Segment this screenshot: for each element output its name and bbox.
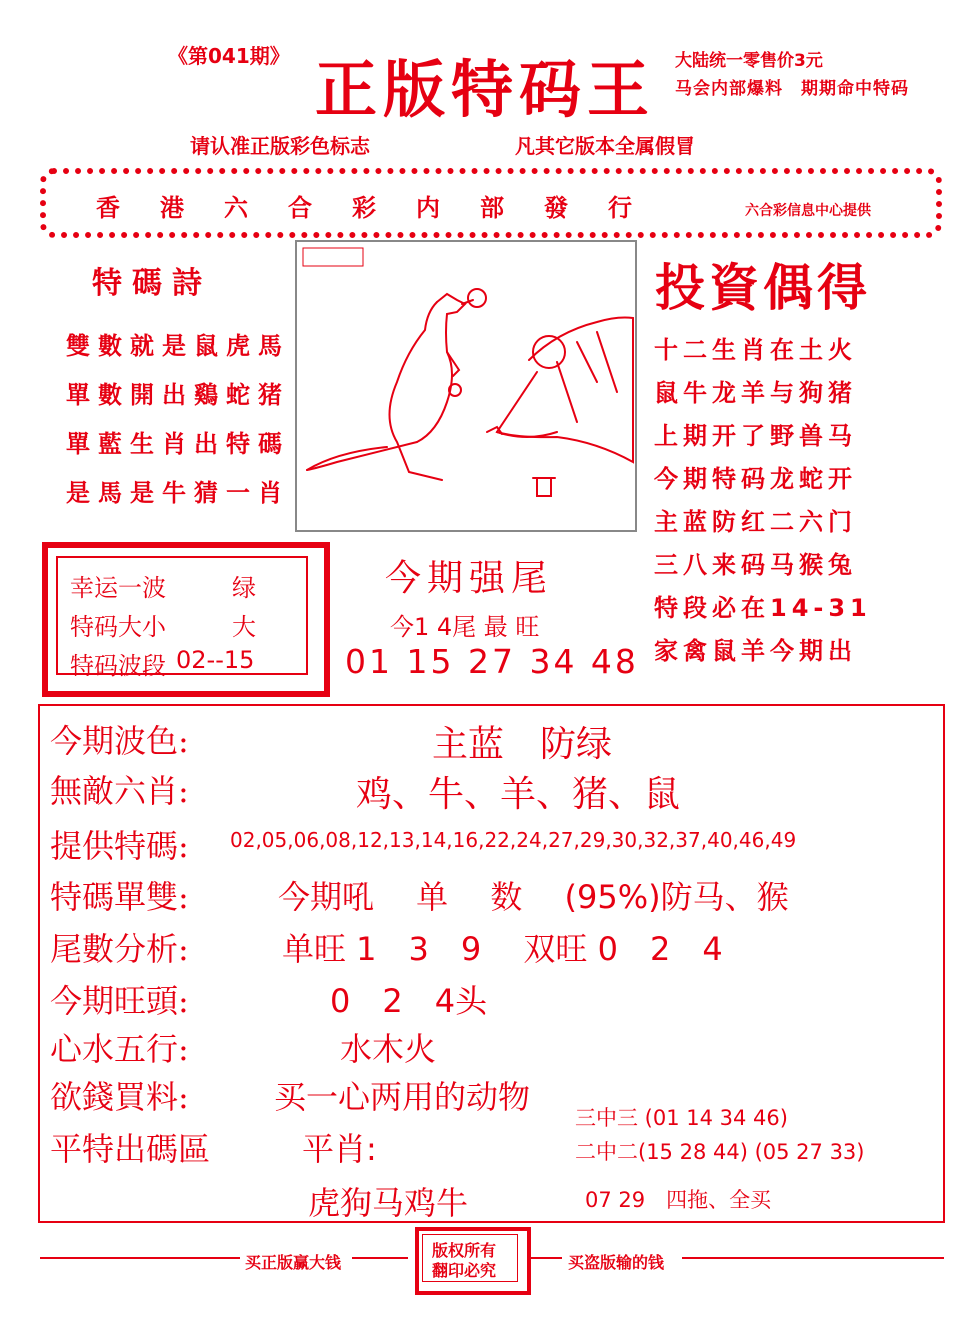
buy-label: 欲錢買料:	[50, 1078, 189, 1116]
element-value: 水木火	[340, 1030, 437, 1068]
seal-line-2: 翻印必究	[432, 1261, 497, 1280]
tagline: 马会内部爆料 期期命中特码	[675, 79, 909, 99]
poem-line: 是馬是牛猜一肖	[66, 479, 290, 507]
verse-line: 三八来码马猴兔	[654, 551, 857, 579]
strong-tail-subtitle: 今1 4尾 最 旺	[390, 613, 540, 641]
main-title: 正版特码王	[315, 53, 656, 126]
flat-zodiac-label: 平肖:	[302, 1130, 377, 1168]
issue-number: 《第041期》	[168, 44, 290, 68]
verse-line: 鼠牛龙羊与狗猪	[654, 379, 857, 407]
poem-title: 特碼詩	[92, 266, 212, 301]
lucky-size-label: 特码大小	[70, 613, 166, 641]
combo-three: 三中三 (01 14 34 46)	[575, 1106, 788, 1130]
odd-even-label: 特碼單雙:	[50, 878, 189, 916]
authenticity-notice-right: 凡其它版本全属假冒	[515, 134, 695, 158]
poem-line: 雙數就是鼠虎馬	[66, 332, 290, 360]
lucky-range-value: 02--15	[176, 646, 255, 674]
lucky-wave-label: 幸运一波	[70, 574, 166, 602]
tail-analysis-value: 单旺 1 3 9 双旺 0 2 4	[282, 930, 723, 968]
banner-text: 香港六合彩内部發行	[96, 194, 672, 222]
footer-right-text: 买盗版输的钱	[568, 1253, 665, 1272]
kangaroo-illustration	[295, 240, 637, 532]
head-label: 今期旺頭:	[50, 982, 189, 1020]
poem-line: 單數開出鷄蛇猪	[66, 381, 290, 409]
special-code-label: 提供特碼:	[50, 827, 189, 865]
poem-line: 單藍生肖出特碼	[66, 430, 290, 458]
seal-line-1: 版权所有	[432, 1241, 497, 1260]
footer-line-mid-left	[352, 1257, 408, 1259]
verse-line: 今期特码龙蛇开	[654, 465, 857, 493]
buy-value: 买一心两用的动物	[274, 1078, 531, 1116]
price-text: 大陆统一零售价3元	[675, 51, 823, 71]
six-zodiac-label: 無敵六肖:	[50, 772, 189, 810]
invest-title: 投資偶得	[655, 258, 871, 317]
strong-tail-numbers: 01 15 27 34 48	[345, 642, 639, 681]
head-value: 0 2 4头	[330, 982, 488, 1020]
lucky-range-label: 特码波段	[70, 652, 166, 680]
authenticity-notice-left: 请认准正版彩色标志	[190, 134, 370, 158]
footer-line-left	[40, 1257, 240, 1259]
verse-line: 十二生肖在土火	[654, 336, 857, 364]
verse-line: 主蓝防红二六门	[654, 508, 857, 536]
color-label: 今期波色:	[50, 722, 189, 760]
combo-drag: 07 29 四拖、全买	[585, 1188, 772, 1212]
color-value: 主蓝 防绿	[432, 724, 613, 765]
six-zodiac-value: 鸡、牛、羊、猪、鼠	[356, 774, 681, 815]
lucky-size-value: 大	[232, 613, 256, 641]
footer-left-text: 买正版赢大钱	[245, 1253, 342, 1272]
lucky-wave-value: 绿	[232, 574, 256, 602]
kangaroo-drawing	[297, 242, 635, 530]
combo-two: 二中二(15 28 44) (05 27 33)	[575, 1140, 865, 1164]
tail-analysis-label: 尾數分析:	[50, 930, 189, 968]
zone-label: 平特出碼區	[50, 1130, 211, 1168]
banner-source: 六合彩信息中心提供	[745, 203, 871, 219]
verse-line: 家禽鼠羊今期出	[654, 637, 857, 665]
odd-even-value: 今期吼 单 数 (95%)防马、猴	[278, 878, 789, 916]
flat-zodiac-value: 虎狗马鸡牛	[308, 1184, 469, 1222]
footer-line-mid-right	[530, 1257, 562, 1259]
strong-tail-title: 今期强尾	[385, 558, 554, 599]
element-label: 心水五行:	[50, 1030, 189, 1068]
verse-line: 特段必在14-31	[654, 594, 872, 622]
footer-line-right	[682, 1257, 944, 1259]
special-code-value: 02,05,06,08,12,13,14,16,22,24,27,29,30,32,37,40,46,49	[230, 828, 797, 852]
verse-line: 上期开了野兽马	[654, 422, 857, 450]
